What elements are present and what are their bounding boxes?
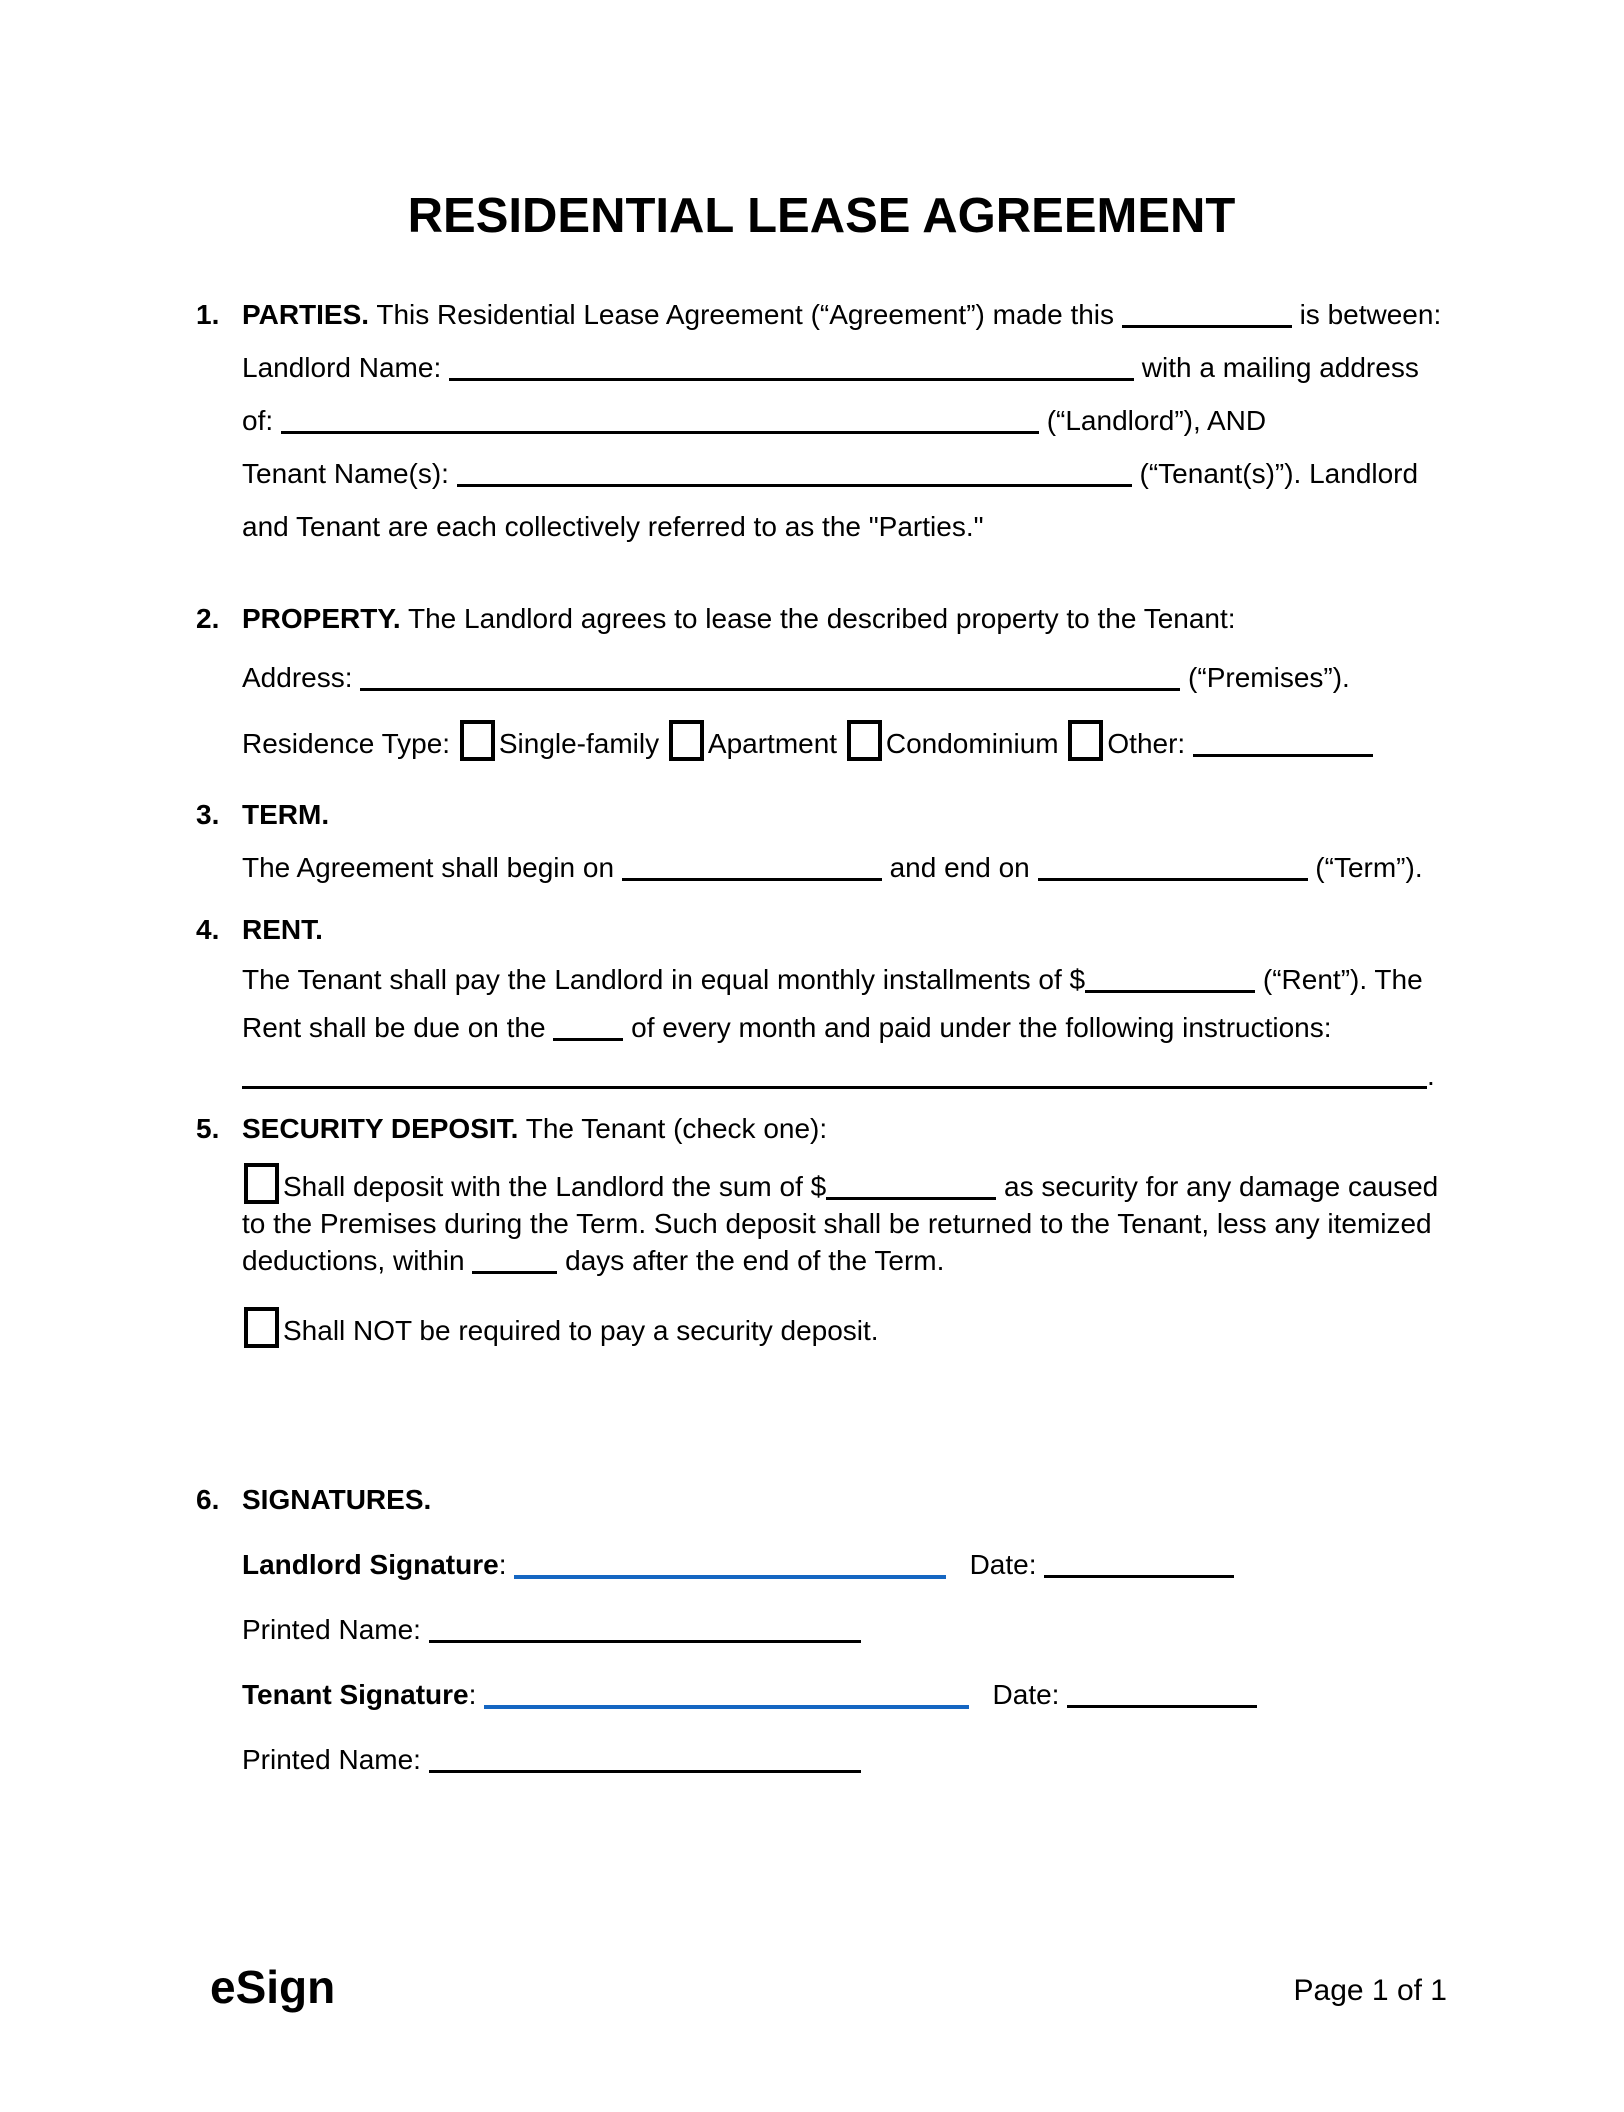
section-number: 2.: [196, 603, 220, 634]
text: The Tenant shall pay the Landlord in equal monthly installments of $: [242, 964, 1086, 995]
text: (“Tenant(s)”). Landlord: [1131, 458, 1419, 489]
page-indicator: Page 1 of 1: [1293, 1974, 1447, 2007]
section-property: [196, 592, 1447, 777]
tenant-signature-line[interactable]: [484, 1693, 969, 1709]
text: Shall deposit with the Landlord the sum of $: [283, 1171, 827, 1202]
document-line: [242, 1205, 1447, 1242]
text: Tenant Name(s):: [242, 458, 457, 489]
deposit-amount-blank[interactable]: [826, 1185, 996, 1200]
document-line: [242, 592, 1447, 645]
text: of:: [242, 405, 281, 436]
bold-text: Landlord Signature: [242, 1549, 499, 1580]
bold-text: SIGNATURES.: [242, 1484, 432, 1515]
document-line: [242, 341, 1447, 394]
text: Printed Name:: [242, 1744, 429, 1775]
section-term: [196, 788, 1447, 894]
document-title: RESIDENTIAL LEASE AGREEMENT: [407, 189, 1236, 243]
text: The Agreement shall begin on: [242, 852, 622, 883]
text: Landlord Name:: [242, 352, 450, 383]
document-line: [242, 1532, 1447, 1597]
document-line: [242, 956, 1447, 1004]
section-signatures: [196, 1473, 1447, 1792]
document-line: [242, 288, 1447, 341]
document-line: [242, 903, 1447, 956]
rent-amount-blank[interactable]: [1085, 978, 1255, 993]
document-line: [242, 1727, 1447, 1792]
section-number: 6.: [196, 1484, 220, 1515]
text: Printed Name:: [242, 1614, 429, 1645]
section-number: 1.: [196, 299, 220, 330]
residence-other-blank[interactable]: [1193, 742, 1373, 757]
document-line: [242, 500, 1447, 553]
document-line: [242, 394, 1447, 447]
section-number: 3.: [196, 799, 220, 830]
condominium-checkbox[interactable]: [847, 720, 882, 761]
bold-text: Tenant Signature: [242, 1679, 469, 1710]
document-content: [0, 188, 1624, 1792]
text: Residence Type:: [242, 728, 458, 759]
text: The Tenant (check one):: [518, 1113, 828, 1144]
section-security-deposit: [196, 1102, 1447, 1349]
text: Apartment: [707, 728, 845, 759]
document-line: [242, 788, 1447, 841]
landlord-date-blank[interactable]: [1044, 1563, 1234, 1578]
term-start-date-blank[interactable]: [622, 866, 882, 881]
deposit-return-days-blank[interactable]: [472, 1259, 557, 1274]
text: (“Premises”).: [1180, 662, 1350, 693]
text: (“Term”).: [1307, 852, 1423, 883]
page-footer: [196, 1962, 1447, 2022]
rent-due-day-blank[interactable]: [553, 1026, 623, 1041]
tenant-printed-name-blank[interactable]: [429, 1758, 861, 1773]
bold-text: TERM.: [242, 799, 330, 830]
payment-instructions-blank[interactable]: [242, 1074, 1427, 1089]
text: (“Landlord”), AND: [1038, 405, 1267, 436]
text: Single-family: [498, 728, 667, 759]
text: deductions, within: [242, 1245, 473, 1276]
landlord-name-blank[interactable]: [449, 366, 1134, 381]
esign-logo: eSign: [210, 1961, 336, 2013]
text: Rent shall be due on the: [242, 1012, 554, 1043]
agreement-date-blank[interactable]: [1122, 313, 1292, 328]
text: :: [468, 1679, 485, 1710]
document-line: [242, 1102, 1447, 1155]
property-address-blank[interactable]: [360, 676, 1180, 691]
document-line: [242, 1307, 1447, 1349]
document-line: [242, 1052, 1447, 1100]
text: with a mailing address: [1134, 352, 1419, 383]
section-parties: [196, 288, 1447, 553]
bold-text: SECURITY DEPOSIT.: [242, 1113, 519, 1144]
document-line: [242, 447, 1447, 500]
text: of every month and paid under the following instructions:: [623, 1012, 1332, 1043]
document-line: [242, 711, 1447, 777]
section-number: 5.: [196, 1113, 220, 1144]
text: is between:: [1291, 299, 1442, 330]
document-sections: [196, 288, 1447, 1792]
other-checkbox[interactable]: [1068, 720, 1103, 761]
single-family-checkbox[interactable]: [460, 720, 495, 761]
text: Condominium: [885, 728, 1067, 759]
text: (“Rent”). The: [1255, 964, 1423, 995]
document-line: [242, 645, 1447, 711]
text: and Tenant are each collectively referred to as the "Parties.": [242, 511, 984, 542]
bold-text: PARTIES.: [242, 299, 370, 330]
text: Date:: [969, 1679, 1068, 1710]
text: Shall NOT be required to pay a security deposit.: [283, 1315, 879, 1346]
document-line: [242, 1163, 1447, 1205]
document-line: [242, 1662, 1447, 1727]
tenant-name-blank[interactable]: [457, 472, 1132, 487]
text: :: [498, 1549, 515, 1580]
landlord-printed-name-blank[interactable]: [429, 1628, 861, 1643]
text: Address:: [242, 662, 361, 693]
text: Date:: [946, 1549, 1045, 1580]
text: The Landlord agrees to lease the described property to the Tenant:: [400, 603, 1236, 634]
text: This Residential Lease Agreement (“Agreement”) made this: [369, 299, 1122, 330]
document-line: [242, 1473, 1447, 1526]
term-end-date-blank[interactable]: [1038, 866, 1308, 881]
no-deposit-checkbox[interactable]: [244, 1307, 279, 1348]
deposit-required-checkbox[interactable]: [244, 1163, 279, 1204]
tenant-date-blank[interactable]: [1067, 1693, 1257, 1708]
landlord-address-blank[interactable]: [281, 419, 1039, 434]
section-number: 4.: [196, 914, 220, 945]
document-line: [242, 1242, 1447, 1279]
bold-text: PROPERTY.: [242, 603, 401, 634]
apartment-checkbox[interactable]: [669, 720, 704, 761]
document-line: [242, 841, 1447, 894]
document-line: [242, 1597, 1447, 1662]
text: to the Premises during the Term. Such deposit shall be returned to the Tenant, less any itemized: [242, 1208, 1432, 1239]
bold-text: RENT.: [242, 914, 323, 945]
landlord-signature-line[interactable]: [514, 1563, 946, 1579]
text: .: [1427, 1060, 1435, 1091]
section-rent: [196, 903, 1447, 1100]
text: days after the end of the Term.: [557, 1245, 945, 1276]
text: Other:: [1107, 728, 1193, 759]
text: and end on: [881, 852, 1038, 883]
text: as security for any damage caused: [996, 1171, 1439, 1202]
document-line: [242, 1004, 1447, 1052]
